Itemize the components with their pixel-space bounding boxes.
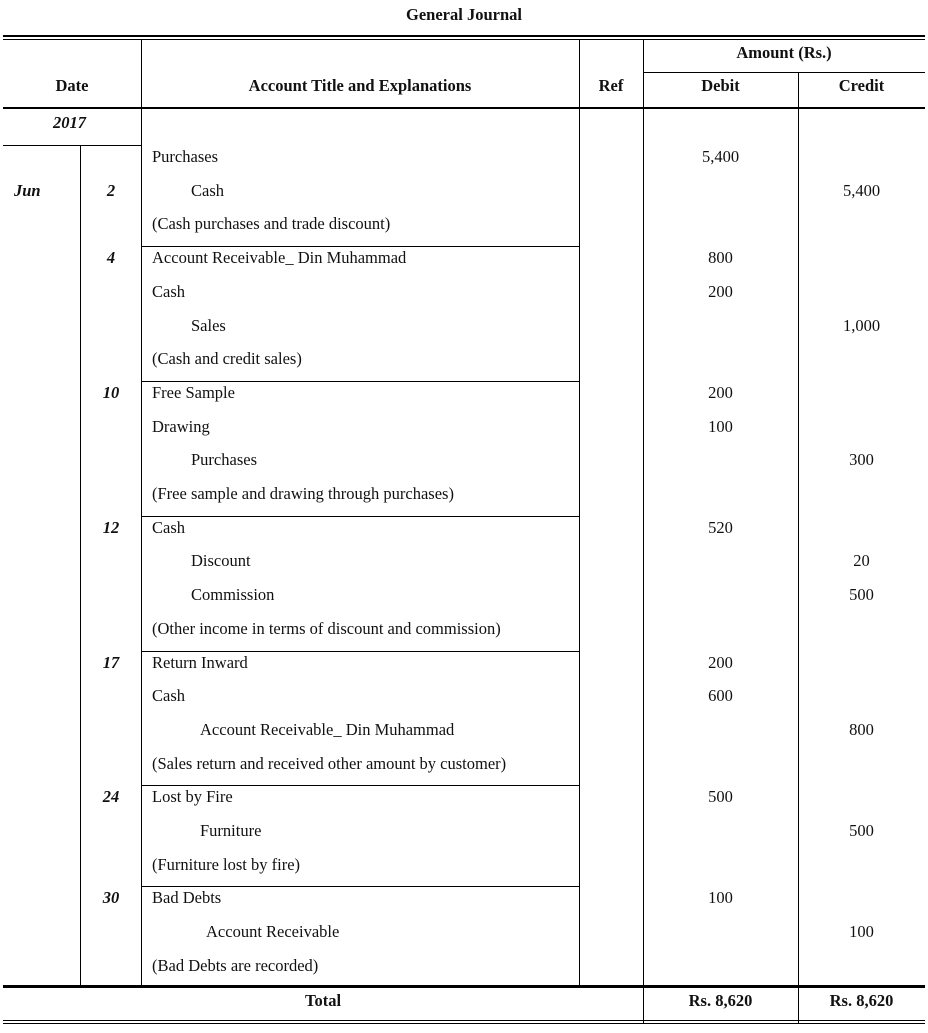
debit-amount: 500 [708, 787, 733, 806]
debit-amount: 200 [708, 653, 733, 672]
debit-amount: 100 [708, 417, 733, 436]
account-title: Bad Debts [152, 888, 222, 907]
account-title: Cash [152, 686, 185, 705]
credit-amount: 800 [849, 720, 874, 739]
debit-amount: 100 [708, 888, 733, 907]
entry-narration: (Cash purchases and trade discount) [152, 214, 391, 233]
account-title: Account Receivable [206, 922, 340, 941]
credit-amount: 20 [853, 551, 870, 570]
entry-day: 30 [102, 888, 120, 907]
account-title: Free Sample [152, 383, 235, 402]
entry-day: 24 [102, 787, 120, 806]
entry-separator [141, 516, 580, 517]
credit-amount: 5,400 [842, 181, 881, 200]
entry-narration: (Bad Debts are recorded) [152, 956, 319, 975]
entry-narration: (Cash and credit sales) [152, 349, 302, 368]
year-row-rule [3, 145, 142, 146]
account-title: Drawing [152, 417, 210, 436]
entry-separator [141, 886, 580, 887]
total-bottom-rule [3, 1020, 925, 1021]
amount-sub-rule [643, 72, 925, 73]
entry-separator [141, 246, 580, 247]
account-title: Discount [191, 551, 251, 570]
debit-amount: 200 [708, 282, 733, 301]
col-line-credit [798, 72, 799, 1023]
entry-day: 12 [102, 518, 120, 537]
entry-day: 17 [102, 653, 120, 672]
header-top-rule [3, 35, 925, 37]
entry-separator [141, 785, 580, 786]
header-account: Account Title and Explanations [248, 76, 472, 95]
entry-narration: (Sales return and received other amount by customer) [152, 754, 507, 773]
account-title: Purchases [191, 450, 257, 469]
account-title: Cash [152, 518, 185, 537]
debit-amount: 5,400 [701, 147, 740, 166]
header-credit: Credit [838, 76, 885, 95]
account-title: Lost by Fire [152, 787, 233, 806]
page-title: General Journal [406, 5, 522, 24]
total-label: Total [304, 991, 342, 1010]
credit-amount: 1,000 [842, 316, 881, 335]
entry-narration: (Other income in terms of discount and commission) [152, 619, 501, 638]
account-title: Furniture [200, 821, 262, 840]
year-label: 2017 [53, 113, 86, 132]
total-debit: Rs. 8,620 [688, 991, 753, 1010]
account-title: Account Receivable_ Din Muhammad [200, 720, 455, 739]
col-line-day [80, 145, 81, 986]
account-title: Cash [152, 282, 185, 301]
total-bottom-rule-2 [3, 1023, 925, 1024]
col-line-ref [579, 40, 580, 986]
account-title: Account Receivable_ Din Muhammad [152, 248, 407, 267]
credit-amount: 100 [849, 922, 874, 941]
entry-narration: (Free sample and drawing through purchases) [152, 484, 454, 503]
debit-amount: 800 [708, 248, 733, 267]
month-label: Jun [14, 181, 41, 200]
entry-separator [141, 651, 580, 652]
credit-amount: 500 [849, 585, 874, 604]
account-title: Cash [191, 181, 224, 200]
account-title: Sales [191, 316, 226, 335]
entry-day: 2 [106, 181, 116, 200]
credit-amount: 500 [849, 821, 874, 840]
header-date: Date [55, 76, 89, 95]
entry-separator [141, 381, 580, 382]
account-title: Return Inward [152, 653, 248, 672]
header-debit: Debit [701, 76, 740, 95]
credit-amount: 300 [849, 450, 874, 469]
header-ref: Ref [598, 76, 624, 95]
debit-amount: 520 [708, 518, 733, 537]
header-amount: Amount (Rs.) [736, 43, 832, 62]
entry-day: 4 [106, 248, 116, 267]
account-title: Purchases [152, 147, 218, 166]
total-credit: Rs. 8,620 [829, 991, 894, 1010]
debit-amount: 200 [708, 383, 733, 402]
total-top-rule [3, 985, 925, 988]
entry-day: 10 [102, 383, 120, 402]
debit-amount: 600 [708, 686, 733, 705]
account-title: Commission [191, 585, 275, 604]
entry-narration: (Furniture lost by fire) [152, 855, 301, 874]
